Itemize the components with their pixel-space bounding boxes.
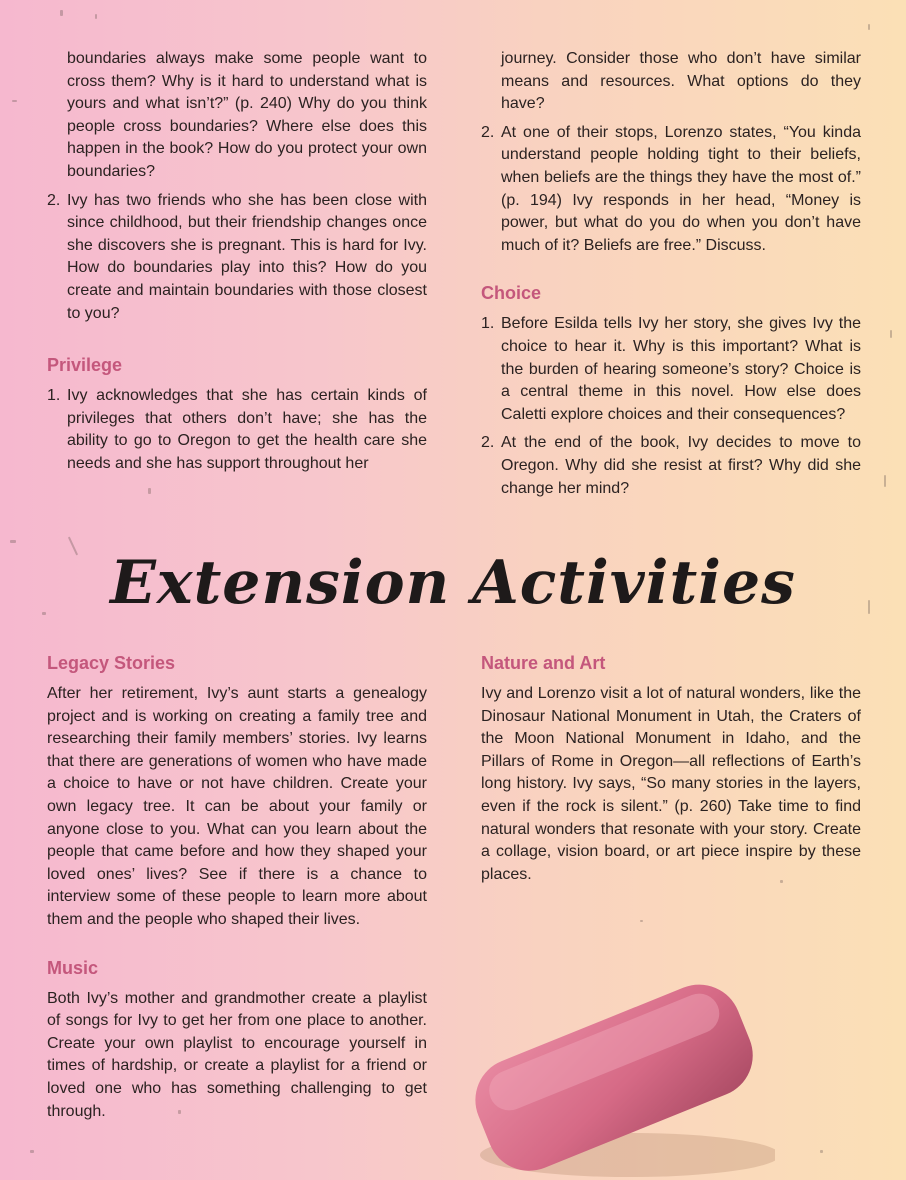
- paper-speck: [12, 100, 17, 102]
- privilege-continued: journey. Consider those who don’t have similar means and resources. What options do they have?: [501, 50, 861, 113]
- choice-heading: Choice: [481, 283, 542, 304]
- paper-speck: [884, 475, 886, 487]
- paper-speck: [868, 24, 870, 30]
- list-item: [481, 313, 861, 426]
- music-text: Both Ivy’s mother and grandmother create a playlist of songs for Ivy to get her from one place to another. Create your own playlist to encourage yourself in times of hardship, or create a playlist for a friend or loved one who has something challenging to get through.: [47, 989, 427, 1120]
- list-number: 2.: [481, 434, 495, 452]
- privilege-list-cont: [481, 122, 861, 258]
- extension-activities-title: Extension Activities: [110, 548, 796, 618]
- list-number: 1.: [481, 315, 495, 333]
- list-text: At one of their stops, Lorenzo states, “You kinda understand people holding tight to their beliefs, when beliefs are the things they have the most of.” (p. 194) Ivy responds in her head, “Money is power, but what do you do when you don’t have much of it? Beliefs are free.” Discuss.: [501, 123, 861, 254]
- paper-speck: [30, 1150, 34, 1153]
- legacy-text: After her retirement, Ivy’s aunt starts a genealogy project and is working on creating a family tree and researching their family members’ stories. Ivy learns that there are generations of women who have made a choice to have or not have children. Create your own legacy tree. It can be about your family or anyone close to you. What can you learn about the people that came before and how they shaped your loved ones’ lives? See if there is a chance to interview some of these people to learn more about them and the people who shaped their lives.: [47, 685, 427, 928]
- list-number: 2.: [481, 123, 495, 141]
- list-item: [47, 190, 427, 326]
- choice-list: [481, 313, 861, 500]
- paper-speck: [890, 330, 892, 338]
- nature-text: Ivy and Lorenzo visit a lot of natural wonders, like the Dinosaur National Monument in Utah, the Craters of the Moon National Monument in Idaho, and the Pillars of Rome in Oregon—all reflections of Earth’s long history. Ivy says, “So many stories in the layers, even if the rock is silent.” (p. 260) Take time to find natural wonders that resonate with your story. Create a collage, vision board, or art piece inspire by these places.: [481, 685, 861, 883]
- bottom-right-column: [481, 651, 861, 886]
- paper-speck: [640, 920, 643, 922]
- privilege-heading: Privilege: [47, 355, 123, 376]
- list-item: [481, 432, 861, 500]
- list-text: At the end of the book, Ivy decides to move to Oregon. Why did she resist at first? Why did she change her mind?: [501, 434, 861, 497]
- privilege-list: [47, 385, 427, 475]
- paper-speck: [820, 1150, 823, 1153]
- paper-speck: [148, 488, 151, 494]
- list-item: [481, 122, 861, 258]
- list-text: Ivy acknowledges that she has certain kinds of privileges that others don’t have; she has the ability to go to Oregon to get the health care she needs and she has support throughout her: [67, 387, 427, 472]
- boundaries-continued: boundaries always make some people want to cross them? Why is it hard to understand what is yours and what isn’t?” (p. 240) Why do you think people cross boundaries? Where else does this happen in the book? How do you protect your own boundaries?: [67, 50, 427, 180]
- top-right-column: [481, 48, 861, 506]
- boundaries-list: [47, 190, 427, 326]
- eraser-illustration: [455, 965, 775, 1180]
- list-number: 2.: [47, 191, 61, 209]
- paper-speck: [95, 14, 97, 19]
- list-text: Ivy has two friends who she has been close with since childhood, but their friendship changes once she discovers she is pregnant. This is hard for Ivy. How do boundaries play into this? How do you create and maintain boundaries with those closest to you?: [67, 191, 427, 322]
- paper-speck: [60, 10, 63, 16]
- paper-speck: [10, 540, 16, 543]
- legacy-heading: Legacy Stories: [47, 653, 176, 673]
- top-left-column: [47, 48, 427, 482]
- list-text: Before Esilda tells Ivy her story, she gives Ivy the choice to hear it. Why is this important? What is the burden of hearing someone’s story? Choice is a central theme in this novel. How else does Caletti explore choices and their consequences?: [501, 315, 861, 423]
- list-item: [47, 385, 427, 475]
- music-heading: Music: [47, 957, 99, 978]
- bottom-left-column: [47, 651, 427, 1123]
- list-number: 1.: [47, 387, 61, 405]
- nature-heading: Nature and Art: [481, 653, 606, 673]
